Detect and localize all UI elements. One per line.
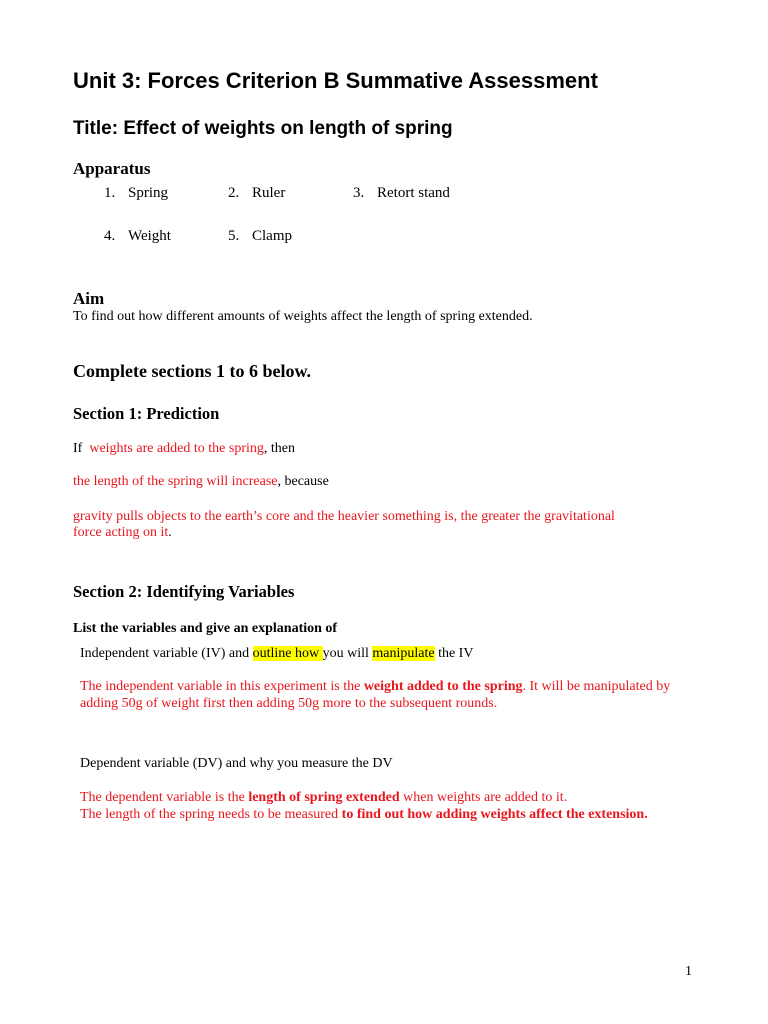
list-number: 5. xyxy=(228,228,240,244)
answer-text: The independent variable in this experiment is the xyxy=(80,679,364,694)
answer-bold-text: weight added to the spring xyxy=(363,679,523,694)
answer-text: force acting on it xyxy=(73,525,169,540)
list-label: Weight xyxy=(128,228,171,244)
list-number: 3. xyxy=(353,185,365,201)
apparatus-heading: Apparatus xyxy=(73,159,151,178)
answer-text: weights are added to the spring xyxy=(89,441,264,456)
prompt-text: , because xyxy=(277,474,329,489)
prompt-text: Independent variable (IV) and xyxy=(80,646,253,661)
prompt-text: you will xyxy=(322,646,373,661)
apparatus-item xyxy=(228,185,285,202)
variables-instruction: List the variables and give an explanation of xyxy=(73,621,338,636)
prompt-text: the IV xyxy=(434,646,474,661)
list-label: Clamp xyxy=(252,228,292,244)
iv-prompt xyxy=(80,645,473,662)
page-number: 1 xyxy=(685,964,692,979)
answer-bold-text: to find out how adding weights affect the extension. xyxy=(341,807,648,822)
answer-text: . It will be manipulated by xyxy=(522,679,671,694)
prediction-then-line xyxy=(73,473,329,490)
answer-text: the length of the spring will increase xyxy=(73,474,278,489)
list-label: Ruler xyxy=(252,185,286,201)
prediction-because-line-2 xyxy=(73,524,172,541)
list-number: 4. xyxy=(104,228,116,244)
apparatus-item xyxy=(353,185,450,202)
answer-text: when weights are added to it. xyxy=(399,790,568,805)
highlighted-text: outline how xyxy=(252,646,323,661)
answer-text: The length of the spring needs to be measured xyxy=(80,807,342,822)
prompt-text: , then xyxy=(263,441,295,456)
section2-heading: Section 2: Identifying Variables xyxy=(73,582,295,601)
dv-answer-line-2 xyxy=(80,806,648,823)
apparatus-item xyxy=(228,228,292,245)
list-label: Retort stand xyxy=(377,185,450,201)
aim-heading: Aim xyxy=(73,289,105,308)
list-number: 1. xyxy=(104,185,116,201)
iv-answer-line-1 xyxy=(80,678,670,695)
iv-answer-line-2: adding 50g of weight first then adding 50g more to the subsequent rounds. xyxy=(80,696,498,711)
section1-heading: Section 1: Prediction xyxy=(73,404,220,423)
prompt-text: If xyxy=(73,441,83,456)
answer-text: The dependent variable is the xyxy=(80,790,249,805)
prediction-if-line xyxy=(73,440,295,457)
aim-text: To find out how different amounts of weights affect the length of spring extended. xyxy=(73,309,533,324)
list-number: 2. xyxy=(228,185,240,201)
document-title: Title: Effect of weights on length of spring xyxy=(73,118,453,139)
instructions-heading: Complete sections 1 to 6 below. xyxy=(73,361,311,381)
answer-bold-text: length of spring extended xyxy=(248,790,400,805)
prediction-because-line-1: gravity pulls objects to the earth’s core and the heavier something is, the greater the gravitational xyxy=(73,509,615,524)
list-label: Spring xyxy=(128,185,169,201)
period: . xyxy=(168,525,172,540)
dv-prompt: Dependent variable (DV) and why you measure the DV xyxy=(80,756,393,771)
highlighted-text: manipulate xyxy=(372,646,435,661)
dv-answer-line-1 xyxy=(80,789,567,806)
apparatus-item xyxy=(104,228,171,245)
apparatus-item xyxy=(104,185,168,202)
page-title: Unit 3: Forces Criterion B Summative Assessment xyxy=(73,68,598,93)
